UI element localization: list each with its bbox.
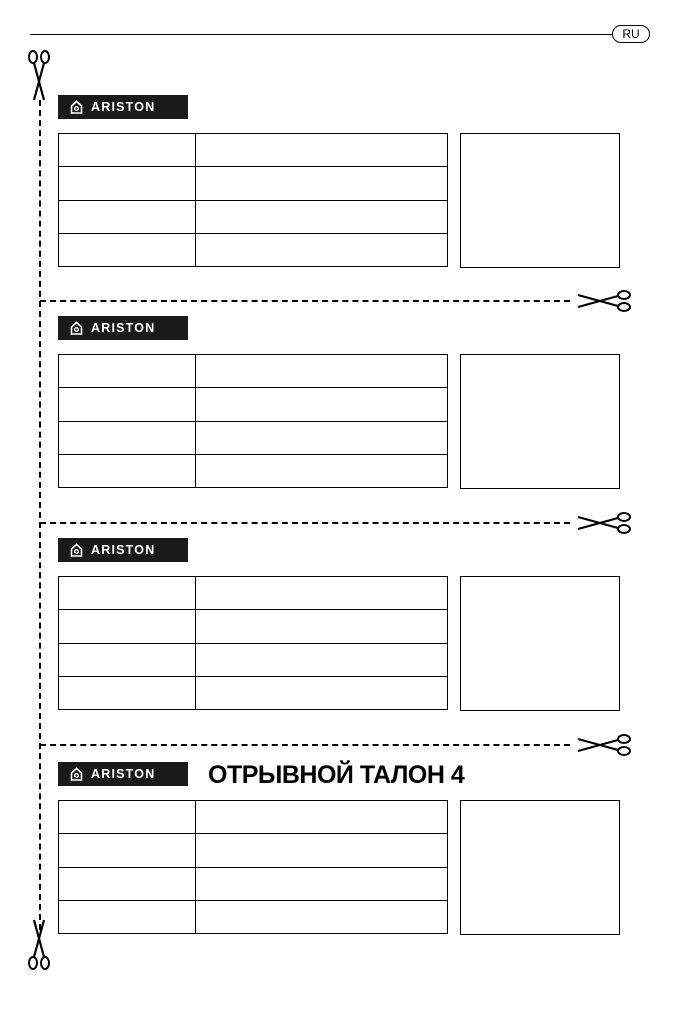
stamp-box[interactable] (460, 576, 620, 711)
horizontal-cut-line (40, 522, 570, 524)
top-rule (30, 34, 612, 35)
table-row (59, 454, 448, 487)
stamp-box[interactable] (460, 133, 620, 268)
table-row (59, 421, 448, 454)
coupon-form-table (58, 576, 448, 710)
field-label-cell[interactable] (59, 610, 196, 643)
field-value-cell[interactable] (196, 676, 448, 709)
brand-name: ARISTON (91, 767, 156, 781)
stamp-box[interactable] (460, 800, 620, 935)
coupon-form-table (58, 354, 448, 488)
field-value-cell[interactable] (196, 233, 448, 266)
ariston-logo (58, 316, 188, 340)
ariston-logo (58, 95, 188, 119)
ariston-logo (58, 538, 188, 562)
coupon-form-table (58, 133, 448, 267)
brand-name: ARISTON (91, 100, 156, 114)
field-label-cell[interactable] (59, 801, 196, 834)
field-label-cell[interactable] (59, 577, 196, 610)
field-value-cell[interactable] (196, 167, 448, 200)
field-value-cell[interactable] (196, 834, 448, 867)
scissors-icon (576, 289, 632, 313)
field-label-cell[interactable] (59, 676, 196, 709)
house-logo-icon (70, 100, 83, 114)
field-label-cell[interactable] (59, 900, 196, 933)
table-row (59, 388, 448, 421)
field-label-cell[interactable] (59, 867, 196, 900)
field-label-cell[interactable] (59, 200, 196, 233)
vertical-cut-line (39, 100, 41, 930)
field-value-cell[interactable] (196, 610, 448, 643)
table-row (59, 834, 448, 867)
scissors-icon (576, 733, 632, 757)
house-logo-icon (70, 767, 83, 781)
field-value-cell[interactable] (196, 643, 448, 676)
table-row (59, 200, 448, 233)
table-row (59, 643, 448, 676)
field-value-cell[interactable] (196, 454, 448, 487)
field-value-cell[interactable] (196, 388, 448, 421)
table-row (59, 233, 448, 266)
field-value-cell[interactable] (196, 900, 448, 933)
table-row (59, 801, 448, 834)
table-row (59, 167, 448, 200)
table-row (59, 577, 448, 610)
house-logo-icon (70, 321, 83, 335)
field-value-cell[interactable] (196, 801, 448, 834)
coupon-title: ОТРЫВНОЙ ТАЛОН 4 (208, 761, 465, 789)
field-label-cell[interactable] (59, 421, 196, 454)
field-label-cell[interactable] (59, 834, 196, 867)
horizontal-cut-line (40, 300, 570, 302)
table-row (59, 676, 448, 709)
field-value-cell[interactable] (196, 200, 448, 233)
table-row (59, 355, 448, 388)
table-row (59, 134, 448, 167)
scissors-icon (576, 511, 632, 535)
scissors-icon (26, 918, 52, 970)
field-value-cell[interactable] (196, 577, 448, 610)
field-label-cell[interactable] (59, 388, 196, 421)
ariston-logo (58, 762, 188, 786)
brand-name: ARISTON (91, 543, 156, 557)
table-row (59, 610, 448, 643)
field-label-cell[interactable] (59, 167, 196, 200)
stamp-box[interactable] (460, 354, 620, 489)
field-label-cell[interactable] (59, 355, 196, 388)
table-row (59, 867, 448, 900)
field-label-cell[interactable] (59, 454, 196, 487)
field-label-cell[interactable] (59, 233, 196, 266)
language-badge: RU (612, 25, 650, 43)
scissors-icon (26, 50, 52, 102)
field-value-cell[interactable] (196, 421, 448, 454)
house-logo-icon (70, 543, 83, 557)
field-value-cell[interactable] (196, 867, 448, 900)
field-label-cell[interactable] (59, 134, 196, 167)
field-value-cell[interactable] (196, 355, 448, 388)
table-row (59, 900, 448, 933)
field-label-cell[interactable] (59, 643, 196, 676)
coupon-form-table (58, 800, 448, 934)
brand-name: ARISTON (91, 321, 156, 335)
field-value-cell[interactable] (196, 134, 448, 167)
horizontal-cut-line (40, 744, 570, 746)
